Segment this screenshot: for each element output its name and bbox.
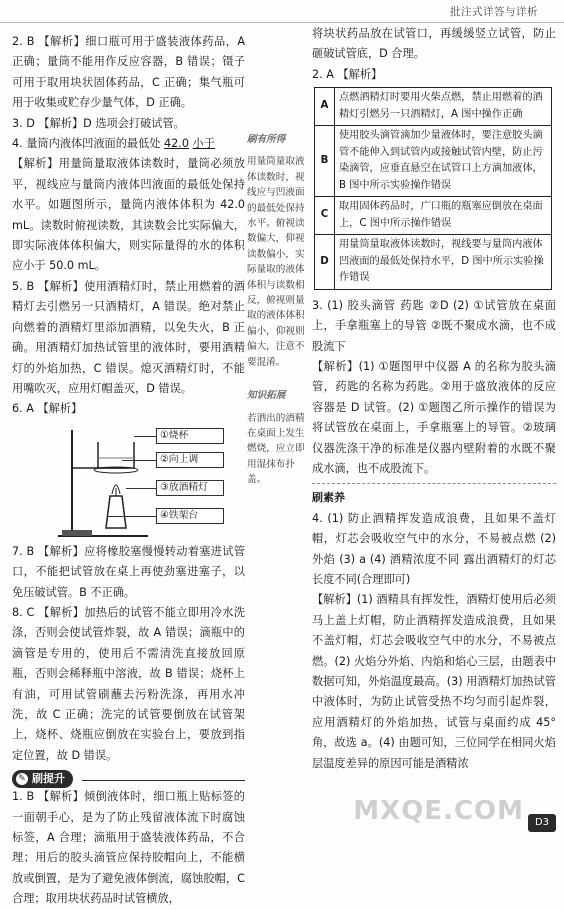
brush-icon: ✎ bbox=[16, 773, 28, 785]
table-row bbox=[315, 126, 552, 197]
label-leader-2 bbox=[122, 460, 156, 461]
answer-6: 6. A 【解析】 bbox=[12, 402, 83, 416]
answer-7: 7. B 【解析】应将橡胶塞慢慢转动着塞进试管口，不能把试管放在桌上再使劲塞进塞子，以免压破试管。B 不正确。 bbox=[12, 544, 245, 599]
improve-answer-1: 1. B 【解析】倾倒液体时，细口瓶上贴标签的一面朝手心，是为了防止残留液体流下时腐蚀标签，A 合理；滴瓶用于盛装液体药品，不合理；用后的胶头滴管应保持胶帽向上，不能横放或倒置，是为了避免液体倒流，腐蚀胶帽，C 合理；取用块状药品时试管横放， bbox=[12, 790, 245, 906]
table-row bbox=[315, 197, 552, 235]
page-number: D3 bbox=[528, 814, 556, 832]
answer-4-title bbox=[12, 134, 245, 154]
answer-8: 8. C 【解析】加热后的试管不能立即用冷水洗涤，否则会使试管炸裂，故 A 错误；滴瓶中的滴管是专用的，使用后不需清洗直接放回原瓶，否则会稀释瓶中溶液，故 B 错误；烧杯上有油，可用试管刷蘸去污粉洗涤，再用水冲洗，故 C 正确；洗完的试管要倒放在试管架上，烧杯、烧瓶应倒放在实验台上，要放到指定位置，故 D 错误。 bbox=[12, 605, 245, 762]
note-gain-text: 用量筒量取液体读数时，视线应与凹液面的最低处保持水平。俯视读数偏大，仰视读数偏小，实际量取的液体体积与读数相反，俯视则量取的液体体积偏小，仰视则偏大，注意不要混淆。 bbox=[247, 156, 305, 368]
answer-4-blank1: 42.0 bbox=[164, 137, 189, 151]
row-label: C bbox=[315, 197, 335, 235]
improve-answer-1-continued: 将块状药品放在试管口，再缓缓竖立试管，防止砸破试管底，D 合理。 bbox=[312, 27, 556, 61]
answer-4-analysis: 【解析】用量筒量取液体读数时，量筒必须放平，视线应与量筒内液体凹液面的最低处保持水平。如题图所示，量筒内液体体积为 42.0 mL。读数时俯视读数，其读数会比实际偏大，即实际液体体积偏大，则实际量得的水的体积应小于 50.0 mL。 bbox=[12, 157, 245, 273]
label-leader-4 bbox=[108, 516, 156, 517]
header-divider bbox=[0, 22, 564, 23]
note-extend-text: 若洒出的酒精在桌面上发生燃烧，应立即用湿抹布扑盖。 bbox=[247, 412, 305, 486]
apparatus-drawing bbox=[48, 424, 158, 540]
table-row bbox=[315, 235, 552, 290]
label-leader-1 bbox=[134, 436, 156, 437]
section-header-improve bbox=[12, 770, 73, 788]
improve-answer-2: 2. A 【解析】 bbox=[312, 67, 383, 81]
improve-answer-3: 3. (1) 胶头滴管 药匙 ②D (2) ①试管放在桌面上，手拿瓶塞上的导管 ②既不聚成水滴，也不成股流下 bbox=[312, 298, 556, 353]
row-label: B bbox=[315, 126, 335, 197]
row-label: D bbox=[315, 235, 335, 290]
answer-3: 3. D 【解析】D 选项会打破试管。 bbox=[12, 116, 185, 130]
row-text: 取用固体药品时，广口瓶的瓶塞应倒放在桌面上，C 图中所示操作错误 bbox=[335, 197, 552, 235]
watermark: MXQE.COM bbox=[353, 796, 524, 826]
answer-4-title-text: 4. 量筒内液体凹液面的最低处 bbox=[12, 137, 161, 151]
answer-4-blank2: 小于 bbox=[192, 137, 215, 151]
margin-notes bbox=[247, 130, 309, 488]
lab-apparatus-diagram bbox=[48, 424, 228, 540]
answer-5: 5. B 【解析】使用酒精灯时，禁止用燃着的酒精灯去引燃另一只酒精灯，A 错误。绝对禁止向燃着的酒精灯里添加酒精，以免失火，B 正确。用酒精灯加热试管里的液体时，要用酒精灯的外焰加热，C 错误。熄灭酒精灯时，不能用嘴吹灭，应用灯帽盖灭，D 错误。 bbox=[12, 279, 245, 395]
literacy-answer-4: 4. (1) 防止酒精挥发造成浪费，且如果不盖灯帽，灯芯会吸收空气中的水分，不易被点燃 (2) 外焰 (3) a (4) 酒精浓度不同 露出酒精灯的灯芯长度不同(合理即可) bbox=[312, 511, 556, 586]
apparatus-label-4: ④铁架台 bbox=[156, 508, 224, 524]
apparatus-label-2: ②向上调 bbox=[156, 452, 224, 468]
literacy-answer-4-analysis: 【解析】(1) 酒精具有挥发性，酒精灯使用后必须马上盖上灯帽，防止酒精挥发造成浪费，且如果不盖灯帽，灯芯会吸收空气中的水分，不易被点燃。(2) 火焰分外焰、内焰和焰心三层，由题表中数据可知，外焰温度最高。(3) 用酒精灯加热试管中液体时，为防止试管受热不均匀而引起炸裂，应用酒精灯的外焰加热，试管与桌面约成 45°角，故选 a。(4) 由题可知，三位同学在相同火焰层温度差异的原因可能是酒精浓 bbox=[312, 593, 556, 770]
row-text: 点燃酒精灯时要用火柴点燃，禁止用燃着的酒精灯引燃另一只酒精灯，A 图中操作正确 bbox=[335, 88, 552, 126]
row-label: A bbox=[315, 88, 335, 126]
apparatus-label-1: ①烧杯 bbox=[156, 428, 224, 444]
table-row bbox=[315, 88, 552, 126]
row-text: 用量筒量取液体读数时，视线要与量筒内液体凹液面的最低处保持水平，D 图中所示实验操作错误 bbox=[335, 235, 552, 290]
improve-answer-3-analysis: 【解析】(1) ①题图甲中仪器 A 的名称为胶头滴管，药匙的名称为药匙。②用于盛放液体的反应容器是 D 试管。(2) ①题图乙所示操作的错误为将试管放在桌面上，手拿瓶塞上的导管。②玻璃仪器洗涤干净的标准是仪器内壁附着的水既不聚成水滴，也不成股流下。 bbox=[312, 359, 556, 475]
note-title-extend: 知识拓展 bbox=[247, 390, 286, 402]
left-column bbox=[12, 32, 245, 910]
apparatus-label-3: ③放酒精灯 bbox=[156, 480, 224, 496]
section-header-improve-label: 刷提升 bbox=[32, 771, 65, 785]
right-column bbox=[312, 24, 556, 774]
label-leader-3 bbox=[126, 488, 156, 489]
section-header-literacy: 刷素养 bbox=[312, 491, 345, 505]
section-divider bbox=[312, 483, 556, 484]
row-text: 使用胶头滴管滴加少量液体时，要注意胶头滴管不能伸入到试管内或接触试管内壁，防止污染滴管，应垂直悬空在试管口上方滴加液体，B 图中所示实验操作错误 bbox=[335, 126, 552, 197]
answer-2: 2. B 【解析】细口瓶可用于盛装液体药品，A 正确；量筒不能用作反应容器，B 错误；镊子可用于取用块状固体药品，C 正确；集气瓶可用于收集或贮存少量气体，D 正确。 bbox=[12, 35, 245, 110]
note-title-gain: 刷有所得 bbox=[247, 134, 286, 145]
section-rule bbox=[82, 780, 245, 781]
header-title: 批注式详答与详析 bbox=[450, 6, 538, 18]
analysis-table bbox=[314, 87, 552, 290]
